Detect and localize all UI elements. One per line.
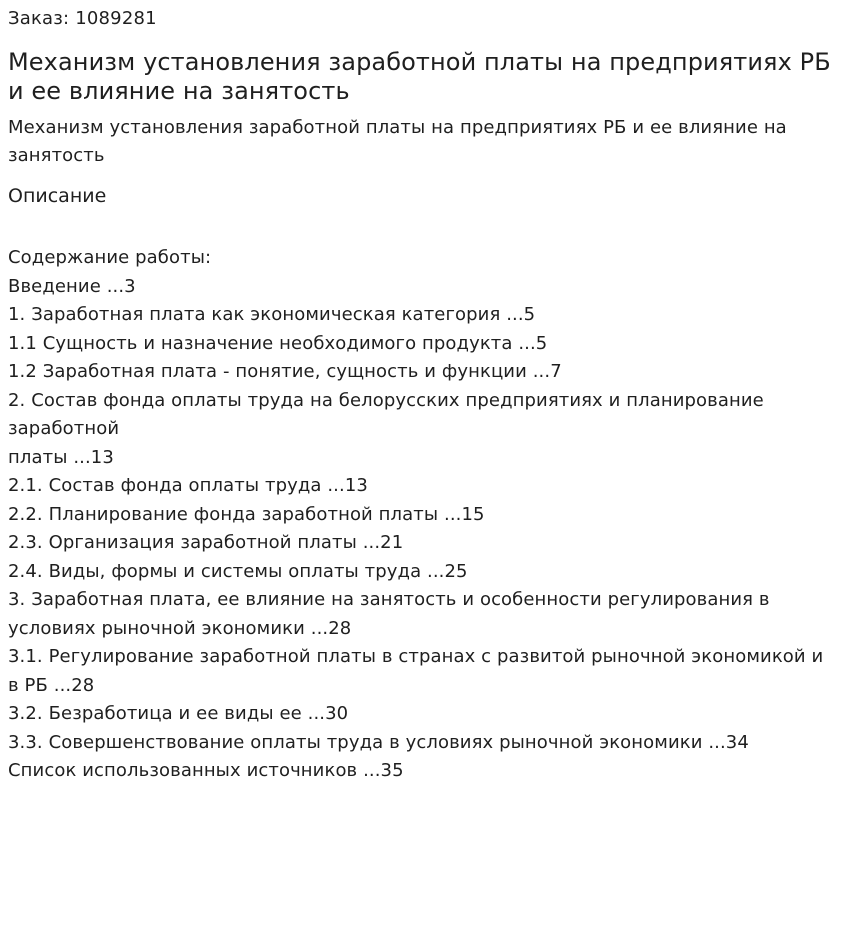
- contents-line: Введение ...3: [8, 275, 136, 297]
- contents-line: Список использованных источников ...35: [8, 760, 404, 781]
- order-number: Заказ: 1089281: [8, 8, 157, 29]
- table-of-contents: [8, 244, 839, 786]
- document-page: [0, 8, 847, 786]
- contents-line: 1.2 Заработная плата - понятие, сущность и функции ...7: [8, 361, 562, 382]
- contents-line: 3.2. Безработица и ее виды ее ...30: [8, 703, 349, 724]
- contents-line: 1.1 Сущность и назначение необходимого продукта ...5: [8, 332, 548, 354]
- contents-line: 3.1. Регулирование заработной платы в странах с развитой рыночной экономикой и в РБ ...28: [8, 646, 824, 696]
- contents-line: 3.3. Совершенствование оплаты труда в условиях рыночной экономики ...34: [8, 731, 749, 753]
- description-heading: Описание: [8, 185, 107, 207]
- contents-line: 2.4. Виды, формы и системы оплаты труда ...25: [8, 560, 468, 582]
- contents-heading: Содержание работы:: [8, 247, 212, 268]
- contents-line: 1. Заработная плата как экономическая категория ...5: [8, 304, 536, 325]
- contents-line: 2.2. Планирование фонда заработной платы ...15: [8, 503, 485, 525]
- page-title: Механизм установления заработной платы на предприятиях РБ и ее влияние на занятость: [8, 48, 831, 105]
- contents-line: 2.1. Состав фонда оплаты труда ...13: [8, 475, 368, 496]
- page-subtitle: Механизм установления заработной платы на предприятиях РБ и ее влияние на занятость: [8, 117, 787, 166]
- contents-line: 2. Состав фонда оплаты труда на белорусских предприятиях и планирование заработной: [8, 389, 764, 439]
- contents-line: платы ...13: [8, 446, 114, 468]
- contents-line: 2.3. Организация заработной платы ...21: [8, 532, 404, 553]
- contents-line: 3. Заработная плата, ее влияние на занятость и особенности регулирования в условиях рыночной экономики ...28: [8, 589, 770, 639]
